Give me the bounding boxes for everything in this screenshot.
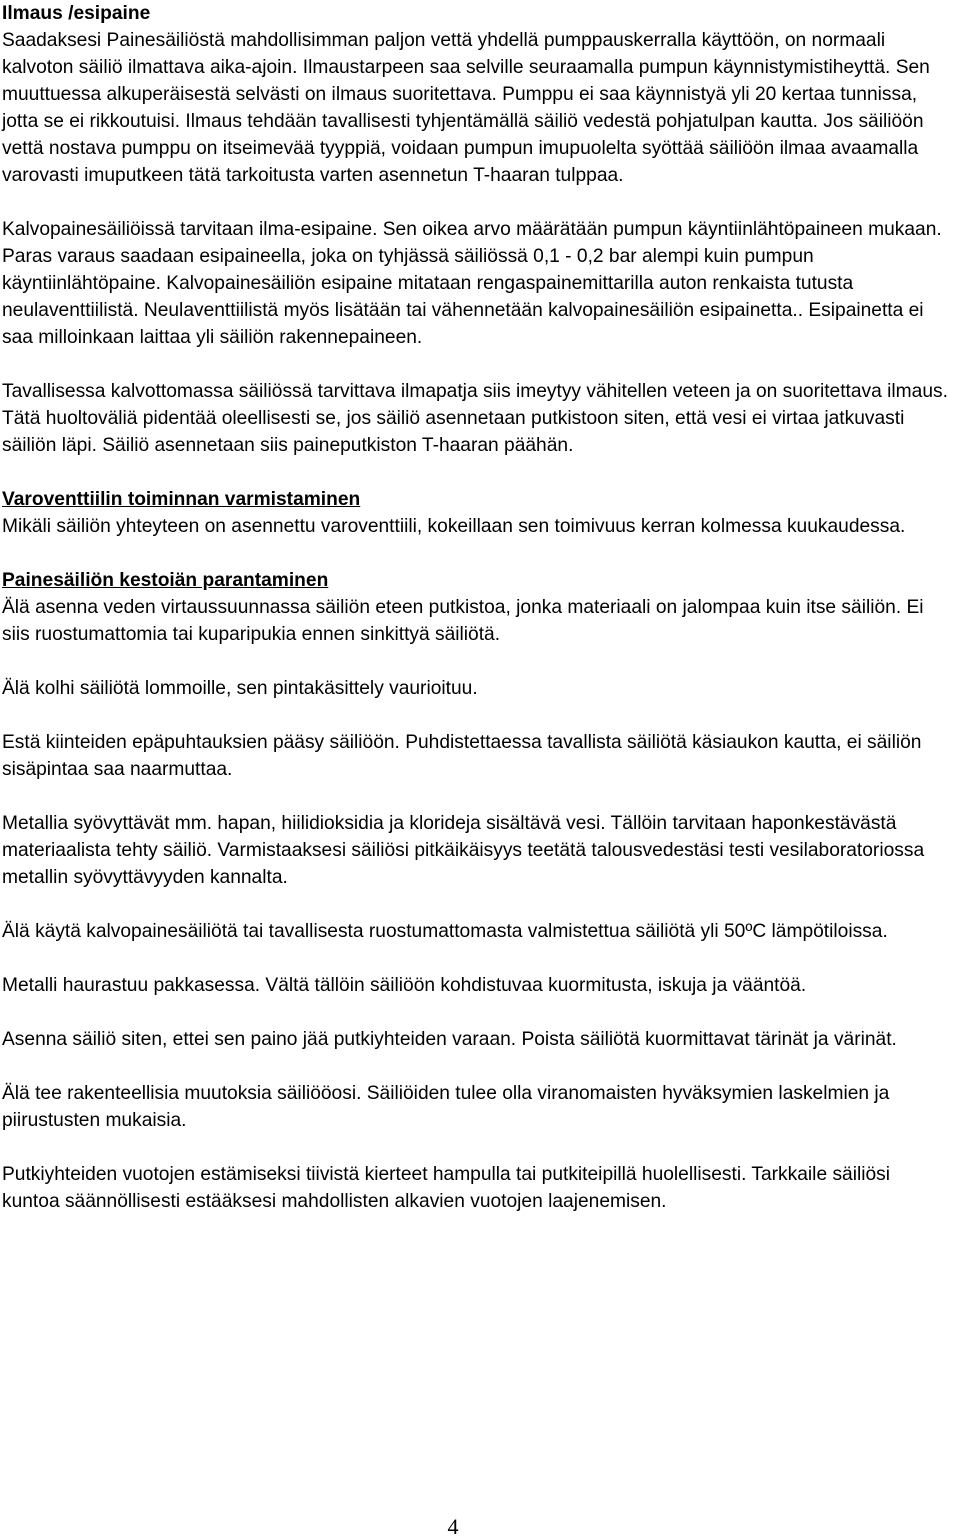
paragraph-gap [2,999,952,1026]
paragraph: Asenna säiliö siten, ettei sen paino jää putkiyhteiden varaan. Poista säiliötä kuormittavat tärinät ja värinät. [2,1029,897,1050]
page-number: 4 [447,1514,459,1539]
paragraph-gap [2,1053,952,1080]
paragraph-gap [2,459,952,486]
paragraph: Metallia syövyttävät mm. hapan, hiilidioksidia ja klorideja sisältävä vesi. Tällöin tarvitaan haponkestävästä materiaalista tehty säiliö. Varmistaaksesi säiliösi pitkäikäisyys teetätä talousvedestäsi testi vesilaboratoriossa metallin syövyttävyyden kannalta. [2,813,925,888]
paragraph: Tavallisessa kalvottomassa säiliössä tarvittava ilmapatja siis imeytyy vähitellen veteen ja on suoritettava ilmaus. Tätä huoltoväliä pidentää oleellisesti se, jos säiliö asennetaan putkistoon siten, että vesi ei virtaa jatkuvasti säiliön läpi. Säiliö asennetaan siis paineputkiston T-haaran päähän. [2,381,948,456]
paragraph-gap [2,189,952,216]
paragraph: Estä kiinteiden epäpuhtauksien pääsy säiliöön. Puhdistettaessa tavallista säiliötä käsiaukon kautta, ei säiliön sisäpintaa saa naarmuttaa. [2,732,922,780]
section-heading-kestoika: Painesäiliön kestoiän parantaminen [2,570,329,591]
paragraph-gap [2,891,952,918]
paragraph: Älä tee rakenteellisia muutoksia säiliööosi. Säiliöiden tulee olla viranomaisten hyväksymien laskelmien ja piirustusten mukaisia. [2,1083,890,1131]
paragraph: Kalvopainesäiliöissä tarvitaan ilma-esipaine. Sen oikea arvo määrätään pumpun käyntiinlähtöpaineen mukaan. Paras varaus saadaan esipaineella, joka on tyhjässä säiliössä 0,1 - 0,2 bar alempi kuin pumpun käyntiinlähtöpaine. Kalvopainesäiliön esipaine mitataan rengaspainemittarilla auton renkaista tutusta neulaventtiilistä. Neulaventtiilistä myös lisätään tai vähennetään kalvopainesäiliön esipainetta.. Esipainetta ei saa milloinkaan laittaa yli säiliön rakennepaineen. [2,219,942,348]
section-heading-ilmaus: Ilmaus /esipaine [2,3,151,24]
paragraph: Putkiyhteiden vuotojen estämiseksi tiivistä kierteet hampulla tai putkiteipillä huolellisesti. Tarkkaile säiliösi kuntoa säännöllisesti estääksesi mahdollisten alkavien vuotojen laajenemisen. [2,1164,891,1212]
paragraph-gap [2,702,952,729]
document-page [2,0,952,1215]
paragraph: Älä asenna veden virtaussuunnassa säiliön eteen putkistoa, jonka materiaali on jalompaa kuin itse säiliön. Ei siis ruostumattomia tai kuparipukia ennen sinkittyä säiliötä. [2,597,924,645]
paragraph: Saadaksesi Painesäiliöstä mahdollisimman paljon vettä yhdellä pumppauskerralla käyttöön, on normaali kalvoton säiliö ilmattava aika-ajoin. Ilmaustarpeen saa selville seuraamalla pumpun käynnistymistiheyttä. Sen muuttuessa alkuperäisestä selvästi on ilmaus suoritettava. Pumppu ei saa käynnistyä yli 20 kertaa tunnissa, jotta se ei rikkoutuisi. Ilmaus tehdään tavallisesti tyhjentämällä säiliö vedestä pohjatulpan kautta. Jos säiliöön vettä nostava pumppu on itseimevää tyyppiä, voidaan pumpun imupuolelta syöttää säiliöön ilmaa avaamalla varovasti imuputkeen tätä tarkoitusta varten asennetun T-haaran tulppaa. [2,30,930,186]
paragraph-gap [2,945,952,972]
paragraph-gap [2,1134,952,1161]
paragraph-gap [2,351,952,378]
paragraph: Älä käytä kalvopainesäiliötä tai tavallisesta ruostumattomasta valmistettua säiliötä yli 50ºC lämpötiloissa. [2,921,888,942]
paragraph: Mikäli säiliön yhteyteen on asennettu varoventtiili, kokeillaan sen toimivuus kerran kolmessa kuukaudessa. [2,516,906,537]
paragraph: Metalli haurastuu pakkasessa. Vältä tällöin säiliöön kohdistuvaa kuormitusta, iskuja ja vääntöä. [2,975,807,996]
paragraph-gap [2,648,952,675]
paragraph-gap [2,540,952,567]
section-heading-varoventtiili: Varoventtiilin toiminnan varmistaminen [2,489,361,510]
paragraph-gap [2,783,952,810]
paragraph: Älä kolhi säiliötä lommoille, sen pintakäsittely vaurioituu. [2,678,478,699]
